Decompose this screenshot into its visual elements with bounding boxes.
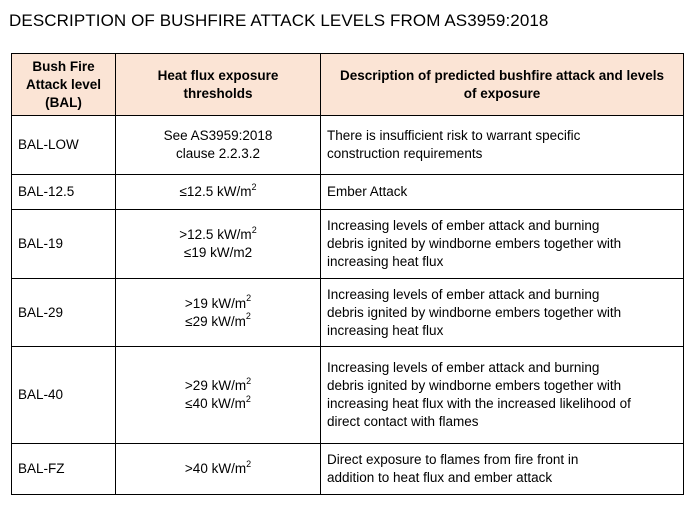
bal-cell: BAL-FZ — [12, 444, 116, 495]
description-line: debris ignited by windborne embers together with — [327, 304, 622, 320]
description-line: There is insufficient risk to warrant specific — [327, 128, 581, 143]
header-line: of exposure — [463, 85, 541, 101]
description-line: Ember Attack — [327, 184, 408, 199]
description-line: debris ignited by windborne embers together with — [327, 378, 622, 393]
flux-line: >29 $kW/m^2$ — [184, 375, 252, 393]
header-heat-flux — [116, 54, 321, 116]
description-cell — [321, 210, 684, 279]
flux-cell — [116, 210, 321, 279]
page-title: DESCRIPTION OF BUSHFIRE ATTACK LEVELS FROM AS3959:2018 — [9, 11, 549, 30]
description-line: construction requirements — [327, 146, 483, 161]
description-cell — [321, 279, 684, 347]
flux-line: >40 $kW/m^2$ — [184, 458, 252, 476]
description-line: debris ignited by windborne embers together with — [327, 236, 622, 251]
table-row — [12, 444, 684, 495]
description-cell — [321, 175, 684, 210]
description-line: increasing heat flux — [327, 322, 444, 338]
flux-line: ≤40 $kW/m^2$ — [185, 393, 251, 411]
header-line: Heat flux exposure — [157, 67, 279, 83]
table-body — [12, 116, 684, 495]
flux-line: See AS3959:2018 — [163, 128, 273, 143]
flux-cell — [116, 444, 321, 495]
bal-cell: BAL-12.5 — [12, 175, 116, 210]
header-line: Bush Fire — [32, 58, 95, 74]
flux-line: ≤19 kW/m2 — [183, 245, 253, 260]
description-line: Increasing levels of ember attack and burning — [327, 218, 600, 233]
description-line: addition to heat flux and ember attack — [327, 470, 553, 485]
description-cell — [321, 444, 684, 495]
table-row — [12, 210, 684, 279]
table-row — [12, 347, 684, 444]
flux-line: >19 $kW/m^2$ — [184, 293, 252, 311]
description-line: direct contact with flames — [327, 414, 479, 429]
description-line: Increasing levels of ember attack and burning — [327, 286, 600, 302]
bal-cell: BAL-29 — [12, 279, 116, 347]
bal-cell: BAL-LOW — [12, 116, 116, 175]
description-line: increasing heat flux — [327, 254, 444, 269]
table-row — [12, 279, 684, 347]
header-description — [321, 54, 684, 116]
flux-line: ≤12.5 $kW/m^2$ — [179, 181, 257, 199]
header-line: Attack level — [25, 76, 102, 92]
description-line: Direct exposure to flames from fire front in — [327, 452, 579, 467]
bal-cell: BAL-19 — [12, 210, 116, 279]
flux-cell — [116, 279, 321, 347]
bal-cell: BAL-40 — [12, 347, 116, 444]
flux-line: ≤29 $kW/m^2$ — [185, 311, 251, 329]
table-header-row — [12, 54, 684, 116]
bal-table — [11, 53, 684, 495]
header-line: (BAL) — [45, 94, 82, 110]
header-line: thresholds — [183, 85, 253, 101]
flux-cell — [116, 116, 321, 175]
description-line: Increasing levels of ember attack and burning — [327, 360, 600, 375]
description-cell — [321, 347, 684, 444]
header-line: Description of predicted bushfire attack and levels — [339, 67, 665, 83]
description-line: increasing heat flux with the increased likelihood of — [327, 396, 631, 411]
flux-line: >12.5 $kW/m^2$ — [179, 224, 257, 242]
table-row — [12, 116, 684, 175]
header-bal — [12, 54, 116, 116]
flux-cell — [116, 175, 321, 210]
table-row — [12, 175, 684, 210]
flux-cell — [116, 347, 321, 444]
flux-line: clause 2.2.3.2 — [175, 146, 261, 161]
description-cell — [321, 116, 684, 175]
